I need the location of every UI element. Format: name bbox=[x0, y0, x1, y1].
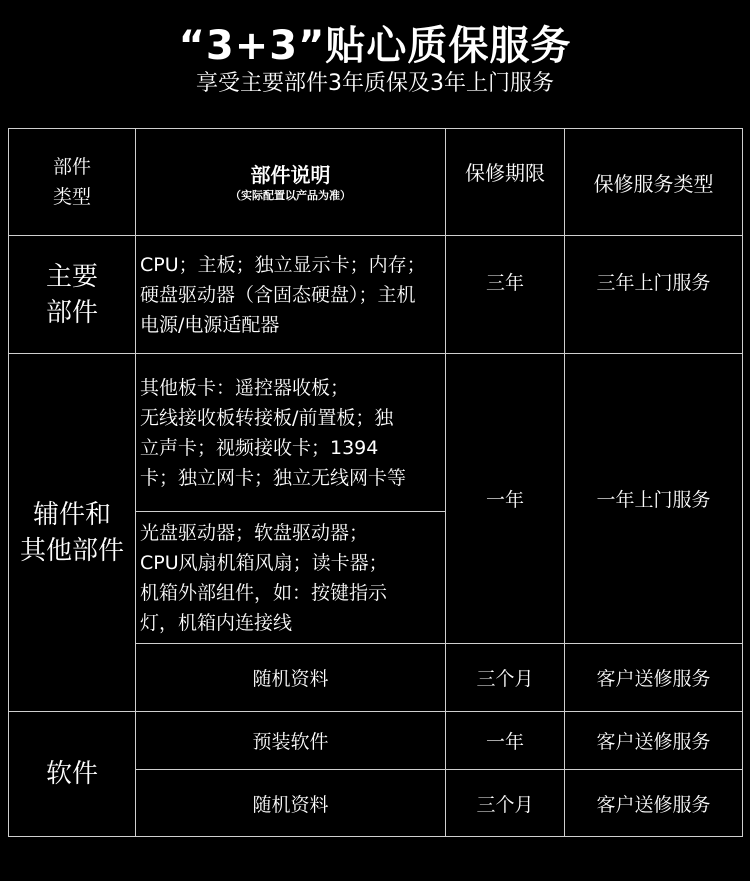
category-main-parts bbox=[9, 236, 136, 354]
table-header-row bbox=[9, 129, 743, 236]
header-description-note: （实际配置以产品为准） bbox=[230, 189, 351, 202]
software-preinstalled-period: 一年 bbox=[446, 712, 565, 770]
table-row bbox=[9, 236, 743, 354]
header-warranty-period: 保修期限 bbox=[446, 129, 565, 236]
desc-line: CPU风扇机箱风扇；读卡器； bbox=[140, 551, 388, 574]
main-parts-description bbox=[136, 236, 446, 354]
accessories-docs-period: 三个月 bbox=[446, 644, 565, 712]
desc-line: 电源/电源适配器 bbox=[140, 313, 280, 336]
header-part-description bbox=[136, 129, 446, 236]
accessories-service: 一年上门服务 bbox=[565, 354, 743, 644]
page-subtitle: 享受主要部件3年质保及3年上门服务 bbox=[196, 71, 554, 96]
accessories-boards-description bbox=[136, 354, 446, 512]
header-service-type: 保修服务类型 bbox=[565, 129, 743, 236]
category-accessories-line2: 其他部件 bbox=[19, 535, 124, 566]
header-part-type bbox=[9, 129, 136, 236]
accessories-period: 一年 bbox=[446, 354, 565, 644]
desc-line: 光盘驱动器；软盘驱动器； bbox=[140, 521, 369, 544]
main-parts-period: 三年 bbox=[446, 236, 565, 354]
page-title: “3+3”贴心质保服务 bbox=[178, 23, 572, 69]
desc-line: CPU；主板；独立显示卡；内存； bbox=[140, 253, 426, 276]
desc-line: 其他板卡：遥控器收板； bbox=[140, 376, 350, 399]
software-docs-service: 客户送修服务 bbox=[565, 770, 743, 837]
software-docs-label: 随机资料 bbox=[136, 770, 446, 837]
category-main-parts-line2: 部件 bbox=[45, 297, 98, 328]
table-row bbox=[9, 354, 743, 512]
desc-line: 硬盘驱动器（含固态硬盘）；主机 bbox=[140, 283, 416, 306]
desc-line: 无线接收板转接板/前置板；独 bbox=[140, 406, 394, 429]
table-row bbox=[9, 712, 743, 770]
desc-line: 灯，机箱内连接线 bbox=[140, 611, 293, 634]
category-main-parts-line1: 主要 bbox=[45, 261, 98, 292]
accessories-docs-service: 客户送修服务 bbox=[565, 644, 743, 712]
category-accessories bbox=[9, 354, 136, 712]
accessories-docs-label: 随机资料 bbox=[136, 644, 446, 712]
warranty-table bbox=[8, 128, 743, 837]
category-software: 软件 bbox=[9, 712, 136, 837]
header-description-label: 部件说明 bbox=[250, 163, 331, 187]
main-parts-service: 三年上门服务 bbox=[565, 236, 743, 354]
desc-line: 立声卡；视频接收卡；1394 bbox=[140, 436, 379, 459]
header-part-type-line2: 类型 bbox=[52, 186, 91, 208]
accessories-drives-description bbox=[136, 512, 446, 644]
software-preinstalled-label: 预装软件 bbox=[136, 712, 446, 770]
category-accessories-line1: 辅件和 bbox=[32, 499, 111, 530]
header-part-type-line1: 部件 bbox=[52, 156, 91, 178]
software-preinstalled-service: 客户送修服务 bbox=[565, 712, 743, 770]
software-docs-period: 三个月 bbox=[446, 770, 565, 837]
desc-line: 机箱外部组件，如：按键指示 bbox=[140, 581, 388, 604]
desc-line: 卡；独立网卡；独立无线网卡等 bbox=[140, 466, 407, 489]
